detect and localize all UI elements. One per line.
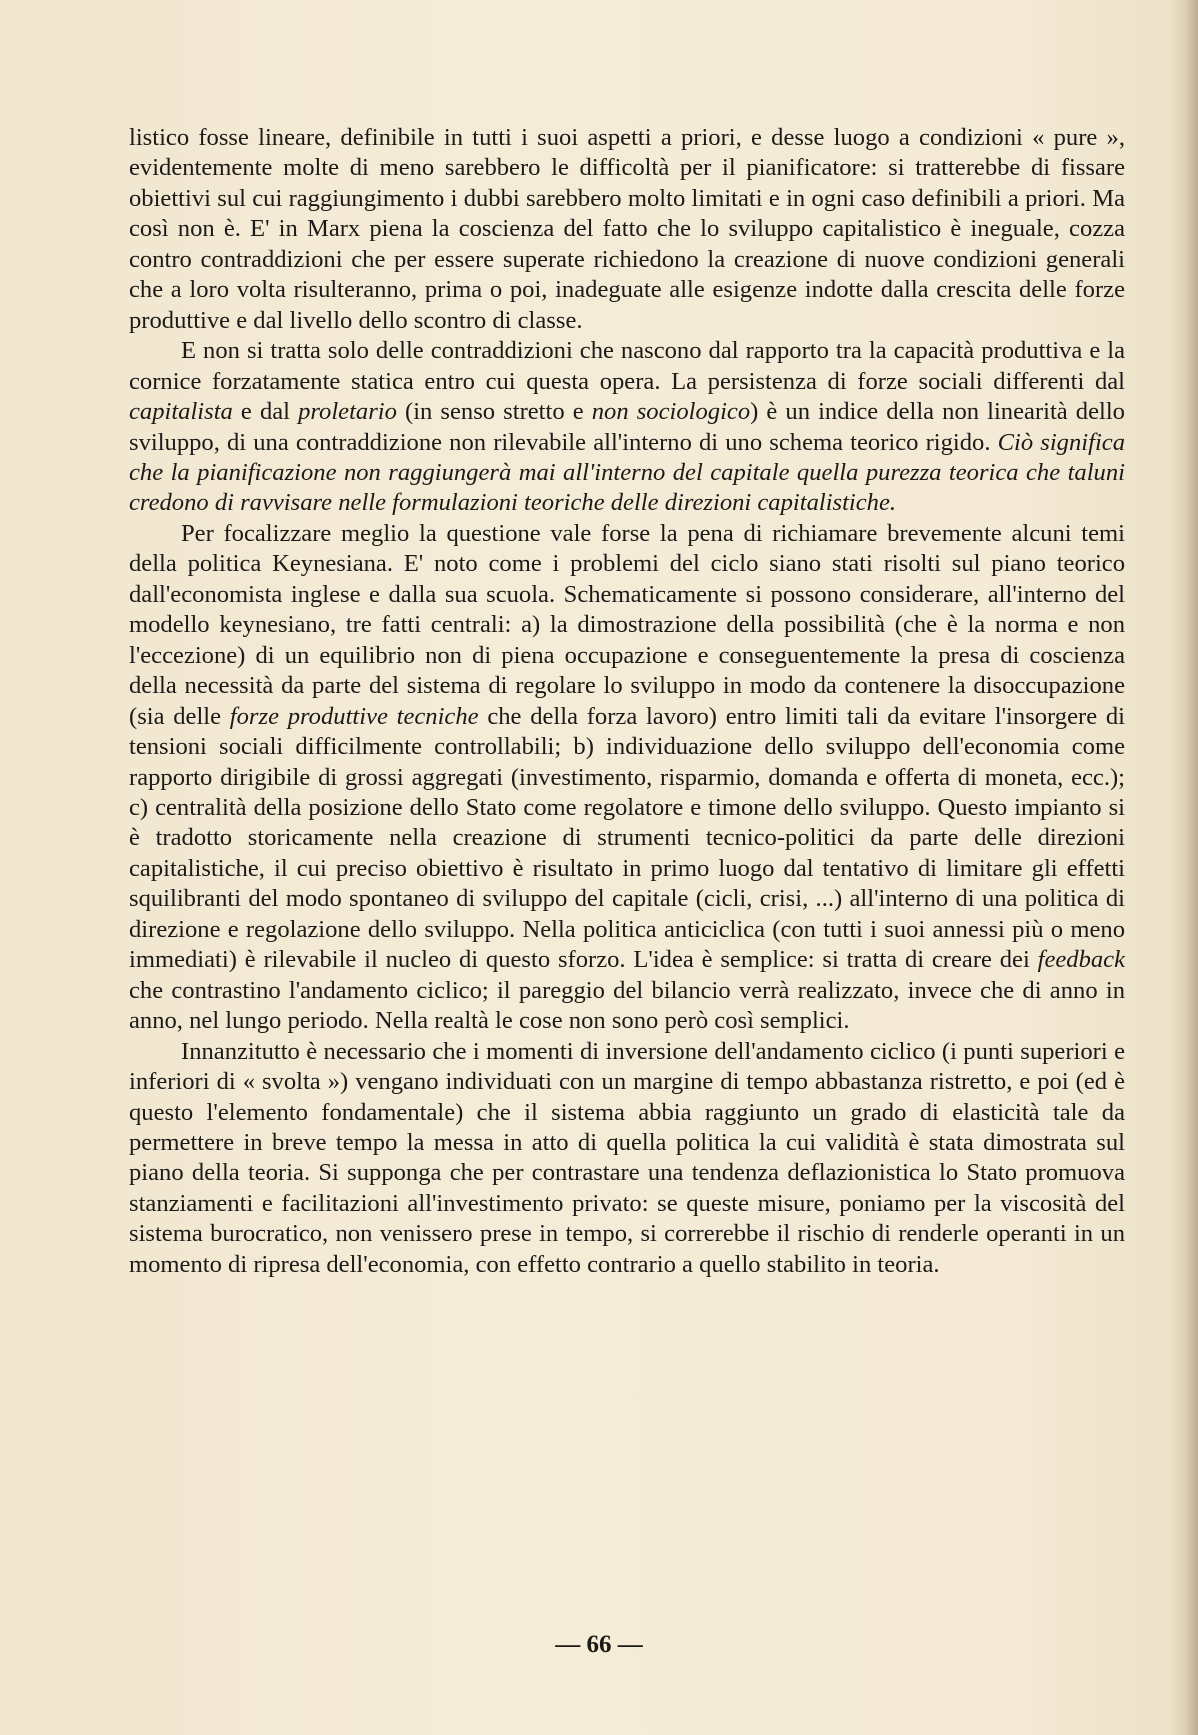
page-number: — 66 — <box>555 1631 643 1658</box>
paragraph <box>129 1037 1125 1281</box>
text-segment: E non si tratta solo delle contraddizioni che nascono dal rapporto tra la capacità produttiva e la cornice forzatamente statica entro cui questa opera. La persistenza di forze sociali differenti dal <box>129 337 1125 395</box>
body-text <box>129 123 1125 1280</box>
paragraph <box>129 123 1125 336</box>
text-segment: ) è un indice della non linearità dello sviluppo, di una contraddizione non rilevabile all'interno di uno schema teorico rigido. <box>129 398 1125 456</box>
text-segment: che contrastino l'andamento ciclico; il pareggio del bilancio verrà realizzato, invece che di anno in anno, nel lungo periodo. Nella realtà le cose non sono però così semplici. <box>129 976 1125 1035</box>
italic-segment: proletario <box>298 398 397 426</box>
italic-segment: forze produttive tecniche <box>229 702 479 730</box>
text-segment: Per focalizzare meglio la questione vale forse la pena di richiamare brevemente alcuni temi della politica Keynesiana. E' noto come i problemi del ciclo siano stati risolti sul piano teorico dall'economista inglese e dalla sua scuola. Schematicamente si possono considerare, all'interno del modello keynesiano, tre fatti centrali: a) la dimostrazione della possibilità (che è la norma e non l'eccezione) di un equilibrio non di piena occupazione e conseguentemente la presa di coscienza della necessità da parte del sistema di regolare lo sviluppo in modo da contenere la disoccupazione (sia delle <box>129 519 1125 730</box>
italic-segment: non sociologico <box>591 398 751 426</box>
italic-segment: capitalista <box>129 398 233 426</box>
paragraph <box>129 519 1125 1037</box>
text-segment: (in senso stretto e <box>396 398 592 426</box>
page-edge-shadow <box>1170 0 1198 1735</box>
text-segment: e dal <box>232 398 299 426</box>
italic-segment: Ciò significa che la pianificazione non raggiungerà mai all'interno del capitale quella purezza teorica che taluni credono di ravvisare nelle formulazioni teoriche delle direzioni capitalistiche. <box>129 428 1125 517</box>
text-segment: listico fosse lineare, definibile in tutti i suoi aspetti a priori, e desse luogo a condizioni « pure », evidentemente molte di meno sarebbero le difficoltà per il pianificatore: si tratterebbe di fissare obiettivi sul cui raggiungimento i dubbi sarebbero molto limitati e in ogni caso definibili a priori. Ma così non è. E' in Marx piena la coscienza del fatto che lo sviluppo capitalistico è ineguale, cozza contro contraddizioni che per essere superate richiedono la creazione di nuove condizioni generali che a loro volta risulteranno, prima o poi, inadeguate alle esigenze indotte dalla crescita delle forze produttive e dal livello dello scontro di classe. <box>129 124 1125 334</box>
text-segment: Innanzitutto è necessario che i momenti di inversione dell'andamento ciclico (i punti superiori e inferiori di « svolta ») vengano individuati con un margine di tempo abbastanza ristretto, e poi (ed è questo l'elemento fondamentale) che il sistema abbia raggiunto un grado di elasticità tale da permettere in breve tempo la messa in atto di quella politica la cui validità è stata dimostrata sul piano della teoria. Si supponga che per contrastare una tendenza deflazionistica lo Stato promuova stanziamenti e facilitazioni all'investimento privato: se queste misure, poniamo per la viscosità del sistema burocratico, non venissero prese in tempo, si correrebbe il rischio di renderle operanti in un momento di ripresa dell'economia, con effetto contrario a quello stabilito in teoria. <box>129 1037 1125 1278</box>
text-segment: che della forza lavoro) entro limiti tali da evitare l'insorgere di tensioni sociali difficilmente controllabili; b) individuazione dello sviluppo dell'economia come rapporto dirigibile di grossi aggregati (investimento, risparmio, domanda e offerta di moneta, ecc.); c) centralità della posizione dello Stato come regolatore e timone dello sviluppo. Questo impianto si è tradotto storicamente nella creazione di strumenti tecnico-politici da parte delle direzioni capitalistiche, il cui preciso obiettivo è risultato in primo luogo dal tentativo di limitare gli effetti squilibranti del modo spontaneo di sviluppo del capitale (cicli, crisi, ...) all'interno di una politica di direzione e regolazione dello sviluppo. Nella politica anticiclica (con tutti i suoi annessi più o meno immediati) è rilevabile il nucleo di questo sforzo. L'idea è semplice: si tratta di creare dei <box>129 702 1125 974</box>
italic-segment: feedback <box>1037 946 1125 974</box>
paragraph <box>129 336 1125 519</box>
